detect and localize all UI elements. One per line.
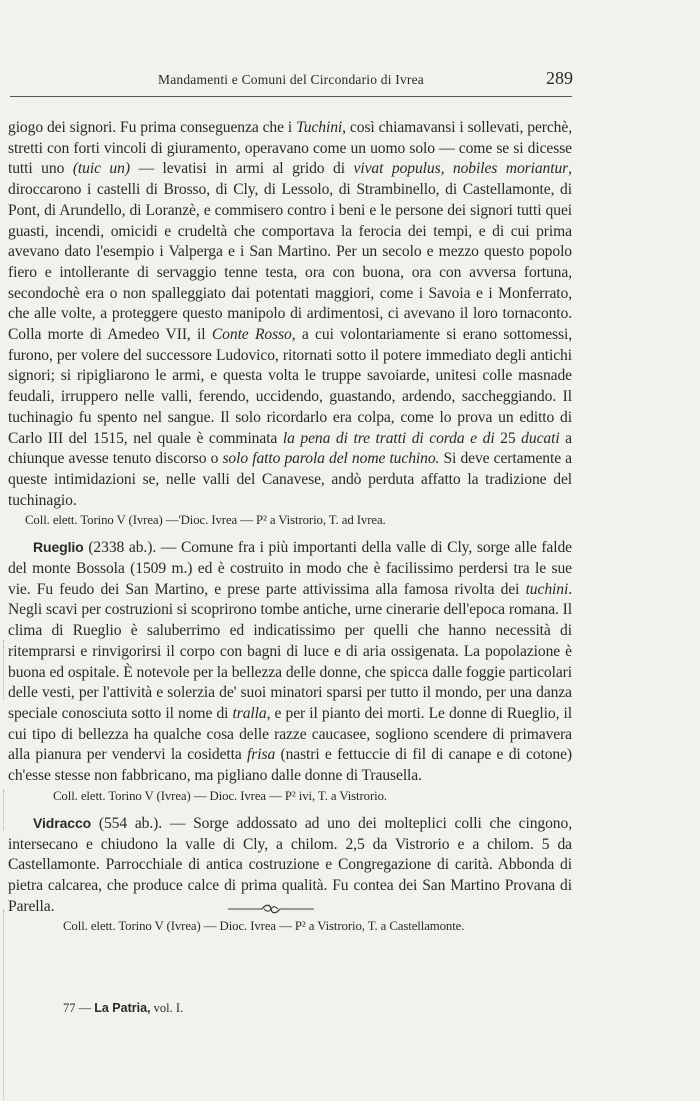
reference-line-rueglio: Coll. elett. Torino V (Ivrea) — Dioc. Ivrea — P² ivi, T. a Vistrorio. [53,788,387,803]
footer-brand: La Patria, [94,1001,151,1015]
main-text [8,118,572,943]
entry-name-vidracco: Vidracco [33,814,92,831]
footer-signature: 77 — La Patria, vol. I. [63,1001,184,1015]
entry-vidracco: Vidracco (554 ab.). — Sorge addossato ad uno dei molteplici colli che cingono, intersecano e chiudono la valle di Cly, a chilom. 2,5 da Vistrorio e a chilom. 5 da Castellamonte. Parrocchiale di antica costruzione e Congregazione di carità. Abbonda di pietra calcarea, che produce calce di prima qualità. Fu contea dei San Martino Provana di Parella. [8,814,572,915]
header-rule [10,96,572,97]
reference-line-vidracco: Coll. elett. Torino V (Ivrea) — Dioc. Ivrea — P² a Vistrorio, T. a Castellamonte. [63,919,465,934]
page-edge-mark [3,790,4,830]
paragraph-tuchini: giogo dei signori. Fu prima conseguenza che i Tuchini, così chiamavansi i sollevati, perchè, stretti con forti vincoli di giuramento, operavano come un uomo solo — come se si dicesse tutti uno (tuic un) — levatisi in armi al grido di vivat populus, nobiles moriantur, diroccarono i castelli di Brosso, di Cly, di Lessolo, di Strambinello, di Castellamonte, di Pont, di Arundello, di Loranzè, e commisero contro i beni e le persone dei signori tutti quei guasti, incendi, omicidi e crudeltà che comportava la ferocia dei tempi, e di cui prima avevano dato l'esempio i Valperga e i San Martino. Per un secolo e mezzo questo popolo fiero e intollerante di servaggio tenne testa, ora con buona, ora con avversa fortuna, secondochè era o non spalleggiato dai potentati maggiori, come i Savoia e i Monferrato, che alle volte, a proteggere questo manipolo di ardimentosi, ci avevano il loro tornaconto. Colla morte di Amedeo VII, il Conte Rosso, a cui volontariamente si erano sottomessi, furono, per volere del successore Ludovico, ritornati sotto il potere immediato degli antichi signori; si ripigliarono le armi, e questa volta le truppe savoiarde, unitesi colle masnade feudali, irruppero nelle valli, ferendo, uccidendo, guastando, ardendo, saccheggiando. Il tuchinagio fu spento nel sangue. Il solo ricordarlo era colpa, come lo prova un editto di Carlo III del 1515, nel quale è comminata la pena di tre tratti di corda e di 25 ducati a chiunque avesse tenuto discorso o solo fatto parola del nome tuchino. Si deve certamente a queste intimidazioni se, nelle valli del Canavese, andò perduta affatto la tradizione del tuchinagio. [8,119,572,509]
page-number: 289 [546,68,573,88]
entry-rueglio: Rueglio (2338 ab.). — Comune fra i più importanti della valle di Cly, sorge alle falde del monte Bossola (1509 m.) ed è costruito in modo che è facilissimo perdersi tra le sue vie. Fu feudo dei San Martino, e prese parte attivissima alla famosa rivolta dei tuchini. Negli scavi per costruzioni si scoprirono tombe antiche, urne cinerarie dell'epoca romana. Il clima di Rueglio è saluberrimo ed indicatissimo per quelli che hanno necessità di ritemprarsi e rinvigorirsi il corpo con bagni di luce e di aria ossigenata. La popolazione è buona ed ospitale. È notevole per la bellezza delle donne, che spicca dalle foggie particolari delle vesti, per l'attività e solerzia de' suoi minatori sparsi per tutto il mondo, per una danza speciale conosciuta sotto il nome di tralla, e per il pianto dei morti. Le donne di Rueglio, il cui tipo di bellezza ha qualche cosa delle razze caucasee, sogliono scendere di primavera alla pianura per vendervi la cosidetta frisa (nastri e fettuccie di fil di canape e di cotone) ch'esse stesse non fabbricano, ma pigliano dalle donne di Trausella. [8,539,573,785]
entry-name-rueglio: Rueglio [33,539,84,556]
page-edge-mark [3,640,4,700]
ornament-divider [226,902,316,916]
page-edge-mark [3,910,4,1100]
reference-line-ivrea: Coll. elett. Torino V (Ivrea) —'Dioc. Ivrea — P² a Vistrorio, T. ad Ivrea. [25,513,386,528]
running-title: Mandamenti e Comuni del Circondario di Ivrea [158,72,424,87]
